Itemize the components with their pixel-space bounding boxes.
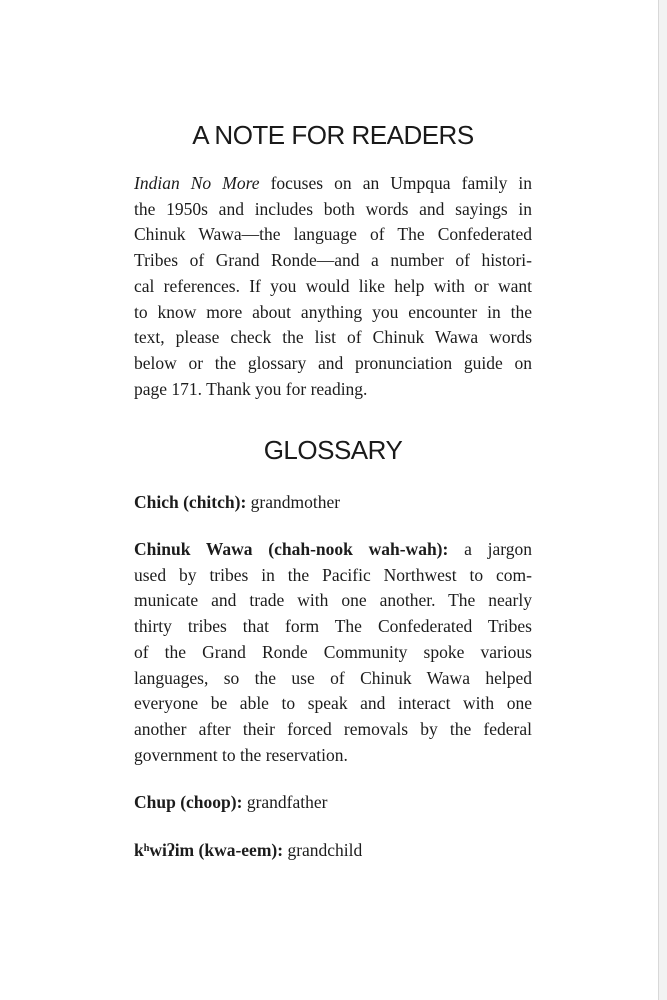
glossary-definition: everyone be able to speak and interact with one bbox=[134, 693, 532, 714]
glossary-definition: government to the reservation. bbox=[134, 744, 348, 765]
glossary-definition: a jargon bbox=[448, 539, 532, 559]
note-line: Chinuk Wawa—the language of The Confederated bbox=[134, 224, 532, 245]
glossary-definition: of the Grand Ronde Community spoke various bbox=[134, 641, 532, 662]
glossary-term: Chich (chitch): bbox=[134, 492, 247, 512]
glossary-term: kʰwiʔim (kwa-eem): bbox=[134, 840, 284, 860]
note-line: the 1950s and includes both words and sayings in bbox=[134, 198, 532, 219]
glossary-term: Chinuk Wawa (chah-nook wah-wah): bbox=[134, 539, 449, 559]
note-paragraph bbox=[134, 171, 532, 402]
glossary-entry bbox=[134, 838, 532, 864]
glossary-title: GLOSSARY bbox=[263, 435, 403, 465]
glossary-definition: municate and trade with one another. The nearly bbox=[134, 590, 532, 611]
note-line: cal references. If you would like help with or want bbox=[134, 275, 532, 296]
glossary-entry bbox=[134, 790, 532, 816]
glossary-definition: another after their forced removals by the federal bbox=[134, 718, 532, 739]
note-line: Indian No More focuses on an Umpqua family in bbox=[134, 173, 532, 193]
note-line: below or the glossary and pronunciation guide on bbox=[134, 352, 532, 373]
book-title: Indian No More bbox=[134, 173, 260, 193]
note-title: A NOTE FOR READERS bbox=[192, 120, 474, 150]
note-line: page 171. Thank you for reading. bbox=[134, 378, 368, 399]
note-line: Tribes of Grand Ronde—and a number of histori- bbox=[134, 250, 532, 271]
glossary-definition: thirty tribes that form The Confederated Tribes bbox=[134, 616, 532, 637]
note-line: text, please check the list of Chinuk Wawa words bbox=[134, 327, 532, 348]
glossary-entry bbox=[134, 490, 532, 516]
glossary-term: Chup (choop): bbox=[134, 792, 243, 812]
glossary-definition: grandmother bbox=[246, 492, 341, 512]
glossary-definition: grandchild bbox=[283, 840, 363, 860]
note-line: to know more about anything you encounter in the bbox=[134, 301, 532, 322]
glossary-entry bbox=[134, 537, 532, 768]
glossary-definition: used by tribes in the Pacific Northwest to com- bbox=[134, 564, 532, 585]
page-edge bbox=[658, 0, 667, 1000]
glossary-definition: languages, so the use of Chinuk Wawa helped bbox=[134, 667, 532, 688]
glossary-definition: grandfather bbox=[242, 792, 328, 812]
